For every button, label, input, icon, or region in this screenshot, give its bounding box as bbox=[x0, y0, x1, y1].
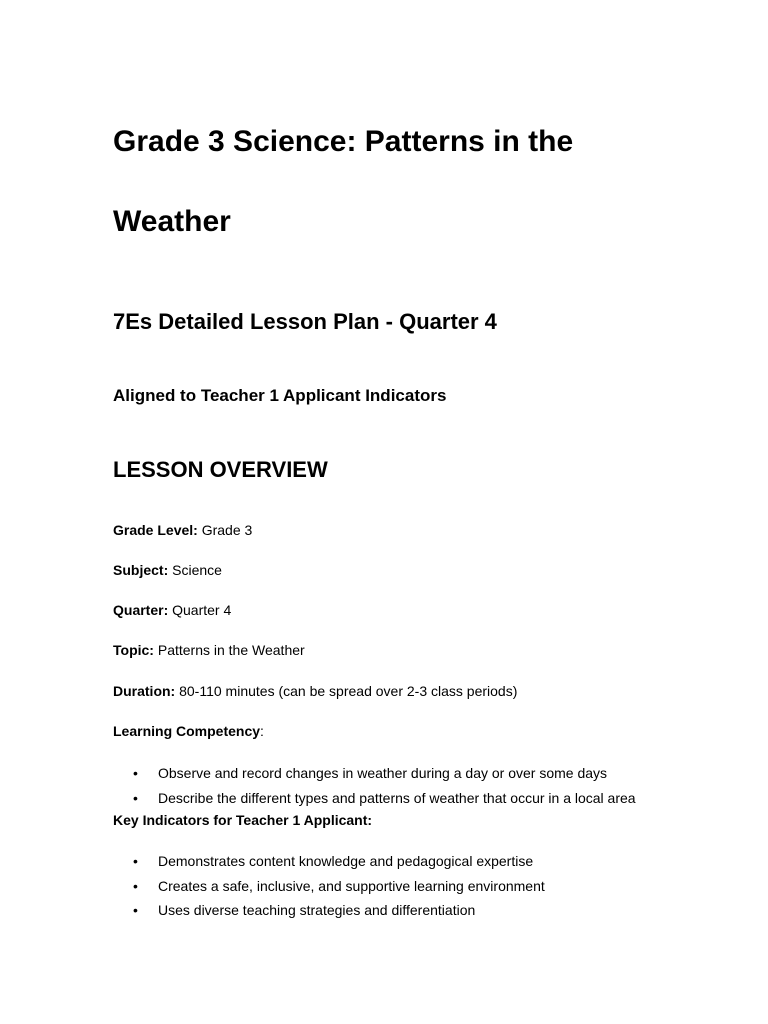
duration-label: Duration: bbox=[113, 683, 176, 699]
duration-value: 80-110 minutes (can be spread over 2-3 class periods) bbox=[175, 683, 518, 699]
subject-label: Subject: bbox=[113, 562, 169, 578]
list-item bbox=[113, 852, 545, 877]
list-item bbox=[113, 764, 636, 789]
competency-text: Describe the different types and patterns of weather that occur in a local area bbox=[158, 789, 636, 806]
learning-competency-field bbox=[113, 722, 264, 740]
list-item bbox=[113, 789, 636, 814]
topic-label: Topic: bbox=[113, 642, 154, 658]
document-title-line-2: Weather bbox=[113, 205, 231, 238]
bullet-icon: • bbox=[133, 789, 138, 806]
bullet-icon: • bbox=[133, 853, 138, 869]
competency-list bbox=[113, 764, 636, 813]
indicator-text: Uses diverse teaching strategies and differentiation bbox=[158, 902, 476, 918]
subject-value: Science bbox=[168, 562, 222, 578]
bullet-icon: • bbox=[133, 877, 138, 894]
indicator-list bbox=[113, 852, 545, 926]
key-indicators-label: Key Indicators for Teacher 1 Applicant bbox=[113, 812, 368, 828]
grade-level-label: Grade Level: bbox=[113, 522, 198, 538]
grade-level-field bbox=[113, 521, 252, 539]
competency-text: Observe and record changes in weather during a day or over some days bbox=[158, 765, 608, 781]
indicator-text: Creates a safe, inclusive, and supportive learning environment bbox=[158, 877, 545, 894]
quarter-value: Quarter 4 bbox=[168, 602, 232, 618]
indicator-text: Demonstrates content knowledge and pedagogical expertise bbox=[158, 853, 534, 869]
key-indicators-field bbox=[113, 811, 372, 829]
duration-field bbox=[113, 682, 517, 700]
bullet-icon: • bbox=[133, 902, 138, 918]
quarter-field bbox=[113, 601, 231, 619]
bullet-icon: • bbox=[133, 765, 138, 781]
topic-field bbox=[113, 641, 305, 659]
list-item bbox=[113, 901, 545, 926]
document-title-line-1: Grade 3 Science: Patterns in the bbox=[113, 125, 574, 158]
quarter-label: Quarter: bbox=[113, 602, 169, 618]
subject-field bbox=[113, 561, 222, 579]
key-indicators-colon: : bbox=[367, 812, 373, 828]
lesson-plan-subtitle: 7Es Detailed Lesson Plan - Quarter 4 bbox=[113, 309, 497, 334]
list-item bbox=[113, 877, 545, 902]
lesson-overview-heading: LESSON OVERVIEW bbox=[113, 457, 328, 482]
learning-competency-label: Learning Competency bbox=[113, 723, 261, 739]
learning-competency-colon: : bbox=[260, 723, 264, 739]
topic-value: Patterns in the Weather bbox=[153, 642, 305, 658]
alignment-heading: Aligned to Teacher 1 Applicant Indicators bbox=[113, 386, 447, 405]
grade-level-value: Grade 3 bbox=[197, 522, 253, 538]
